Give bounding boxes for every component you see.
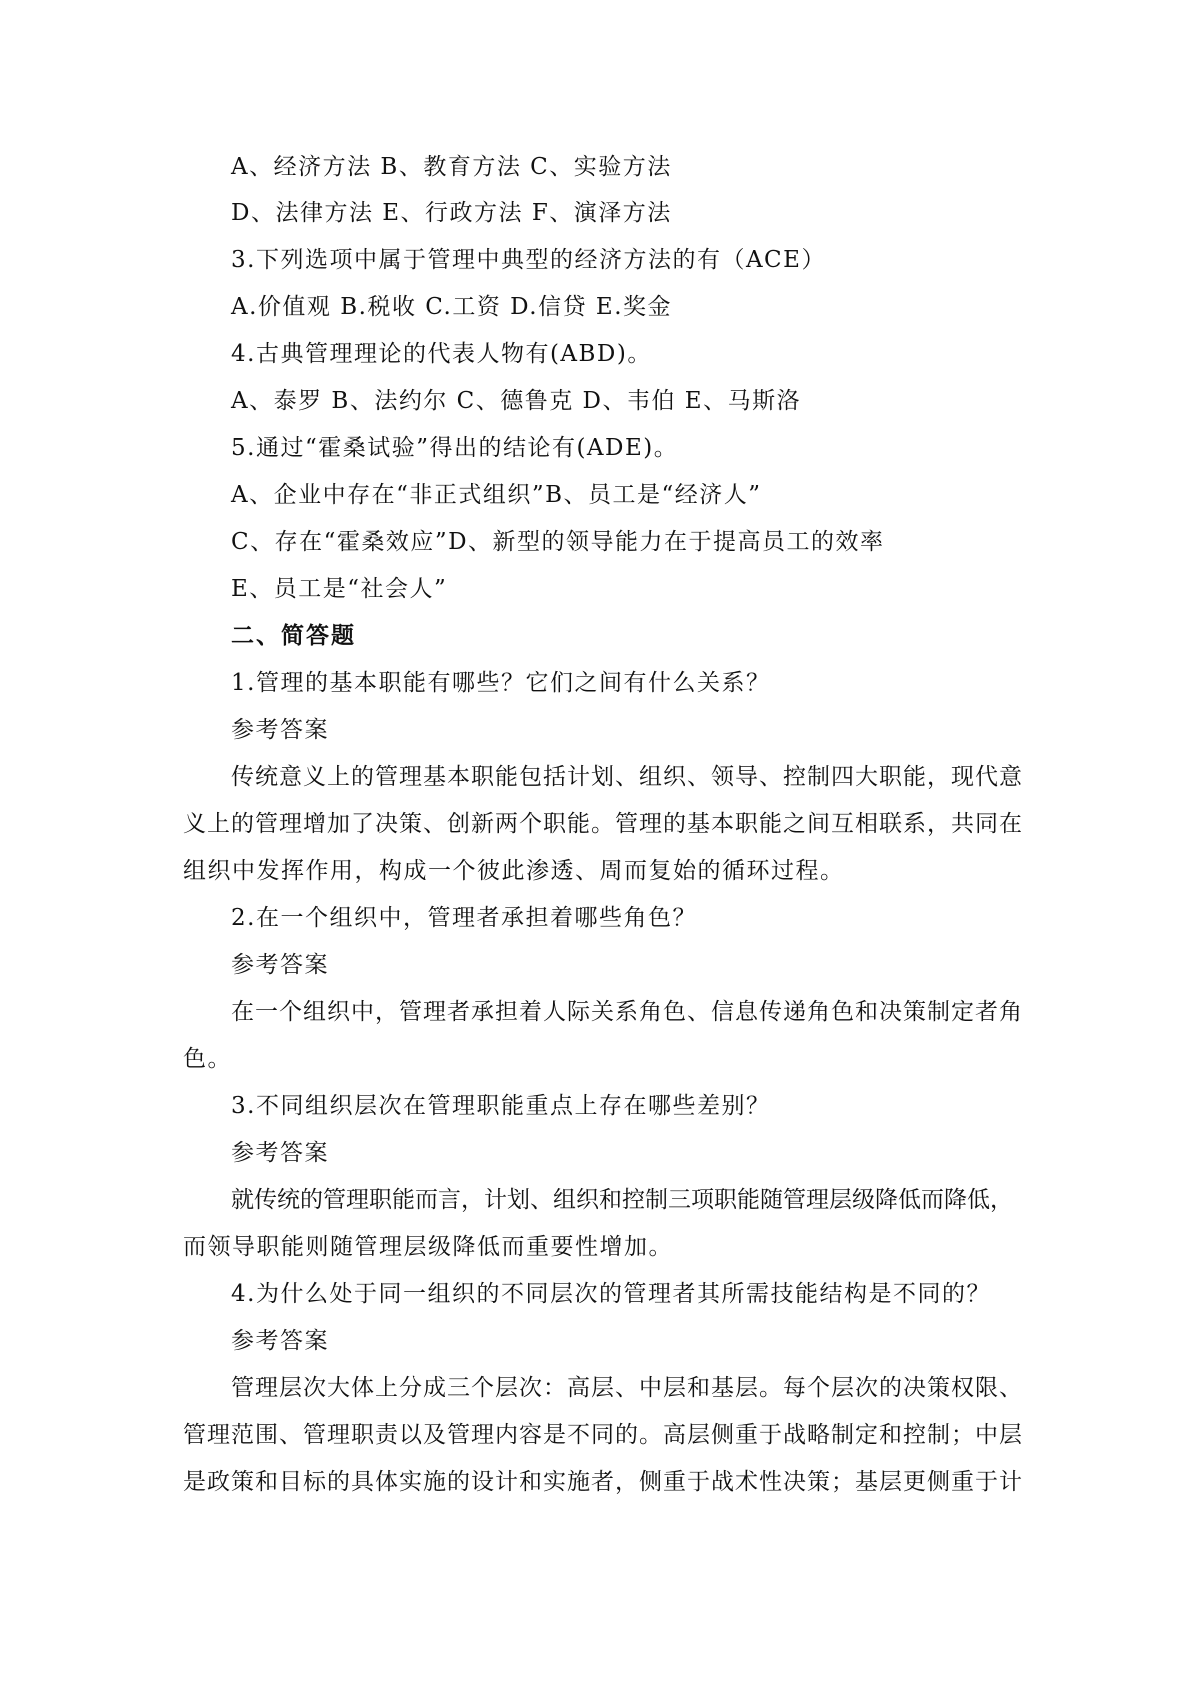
answer-text-line: 色。: [183, 1046, 232, 1072]
answer-label: 参考答案: [231, 717, 329, 743]
option-line: D、法律方法 E、行政方法 F、演泽方法: [231, 200, 672, 226]
option-line: A、企业中存在“非正式组织”B、员工是“经济人”: [231, 482, 762, 508]
question-line: 3.不同组织层次在管理职能重点上存在哪些差别？: [231, 1093, 771, 1119]
section-heading: 二、简答题: [231, 623, 356, 649]
option-line: E、员工是“社会人”: [231, 576, 448, 602]
question-line: 4.古典管理理论的代表人物有(ABD)。: [231, 341, 652, 367]
answer-label: 参考答案: [231, 952, 329, 978]
answer-text-line: 就传统的管理职能而言，计划、组织和控制三项职能随管理层级降低而降低，: [231, 1187, 1013, 1213]
answer-text-line: 管理范围、管理职责以及管理内容是不同的。高层侧重于战略制定和控制；中层: [183, 1422, 1023, 1448]
question-line: 4.为什么处于同一组织的不同层次的管理者其所需技能结构是不同的？: [231, 1281, 991, 1307]
answer-text-line: 在一个组织中，管理者承担着人际关系角色、信息传递角色和决策制定者角: [231, 999, 1023, 1025]
option-line: A、泰罗 B、法约尔 C、德鲁克 D、韦伯 E、马斯洛: [231, 388, 802, 414]
answer-text-line: 管理层次大体上分成三个层次：高层、中层和基层。每个层次的决策权限、: [231, 1375, 1023, 1401]
answer-text-line: 而领导职能则随管理层级降低而重要性增加。: [183, 1234, 673, 1260]
question-line: 1.管理的基本职能有哪些？它们之间有什么关系？: [231, 670, 771, 696]
option-line: C、存在“霍桑效应”D、新型的领导能力在于提高员工的效率: [231, 529, 885, 555]
answer-text-line: 组织中发挥作用，构成一个彼此渗透、周而复始的循环过程。: [183, 858, 845, 884]
answer-text-line: 义上的管理增加了决策、创新两个职能。管理的基本职能之间互相联系，共同在: [183, 811, 1023, 837]
question-line: 2.在一个组织中，管理者承担着哪些角色？: [231, 905, 697, 931]
question-line: 5.通过“霍桑试验”得出的结论有(ADE)。: [231, 435, 679, 461]
answer-text-line: 传统意义上的管理基本职能包括计划、组织、领导、控制四大职能，现代意: [231, 764, 1023, 790]
question-line: 3.下列选项中属于管理中典型的经济方法的有（ACE）: [231, 247, 826, 273]
answer-label: 参考答案: [231, 1140, 329, 1166]
option-line: A.价值观 B.税收 C.工资 D.信贷 E.奖金: [231, 294, 672, 320]
answer-label: 参考答案: [231, 1328, 329, 1354]
answer-text-line: 是政策和目标的具体实施的设计和实施者，侧重于战术性决策；基层更侧重于计: [183, 1469, 1023, 1495]
option-line: A、经济方法 B、教育方法 C、实验方法: [231, 154, 672, 180]
